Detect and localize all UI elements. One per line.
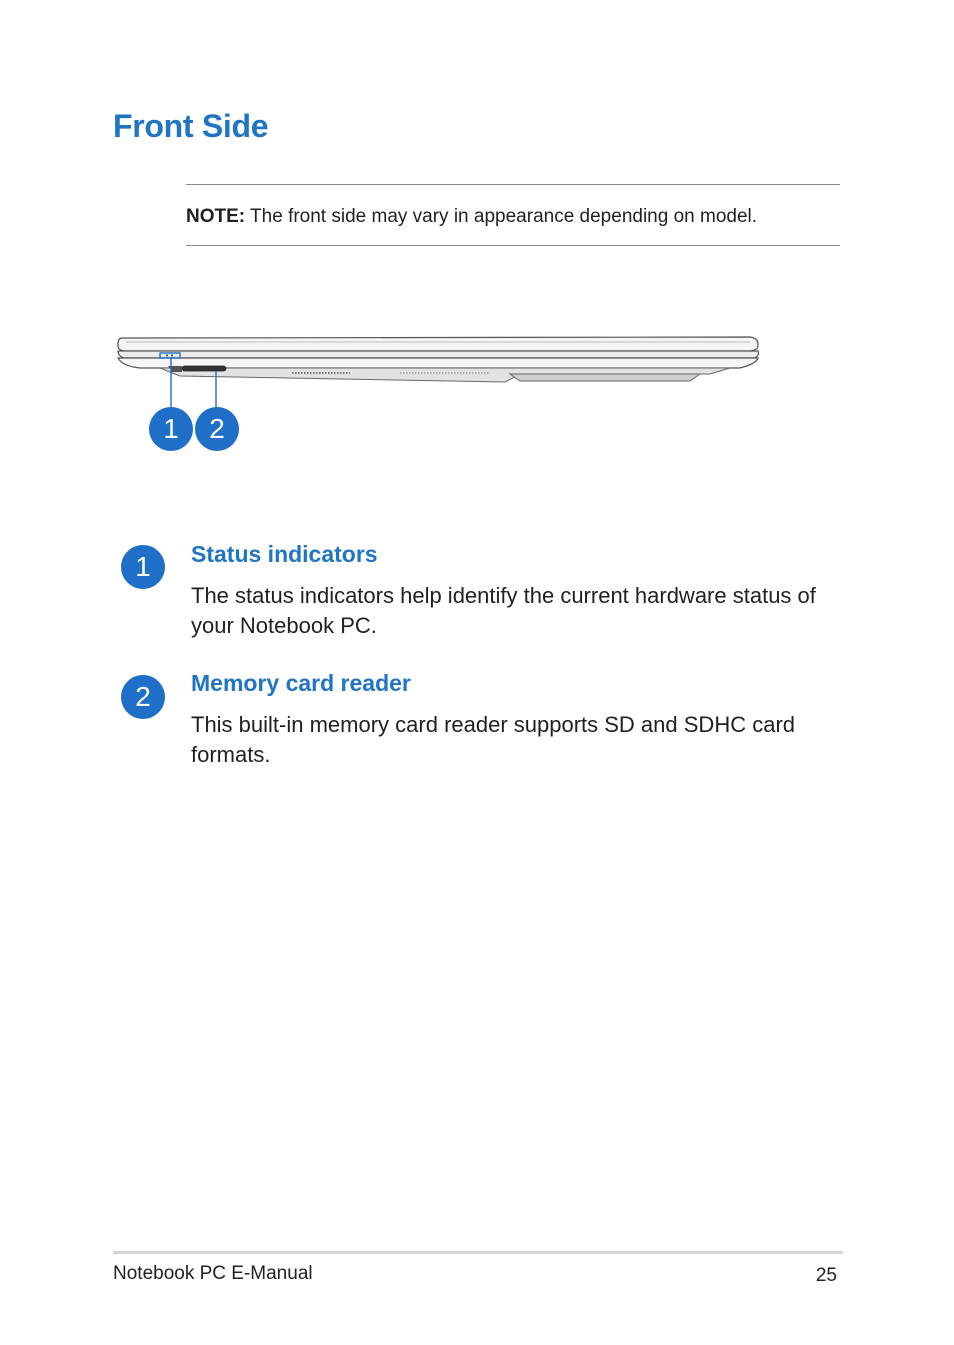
footer-manual-title: Notebook PC E-Manual [113,1263,313,1284]
figure-callout-2: 2 [195,407,239,451]
item-title-memory-card-reader: Memory card reader [191,670,411,696]
item-desc-status-indicators: The status indicators help identify the current hardware status of your Notebook PC. [191,583,816,638]
figure-callout-1: 1 [149,407,193,451]
note-box [186,184,840,246]
note-text [186,206,757,228]
note-body: The front side may vary in appearance depending on model. [245,206,758,227]
memory-card-slot [182,366,226,371]
laptop-lid [118,337,758,351]
item-title-status-indicators: Status indicators [191,541,378,567]
page-title: Front Side [113,108,269,144]
footer-rule [113,1251,843,1254]
footer-page-number: 25 [815,1265,837,1286]
note-label: NOTE: [186,206,246,227]
item-desc-memory-card-reader: This built-in memory card reader supports SD and SDHC card formats. [191,712,796,767]
item-badge-2: 2 [121,675,165,719]
item-badge-1: 1 [121,545,165,589]
